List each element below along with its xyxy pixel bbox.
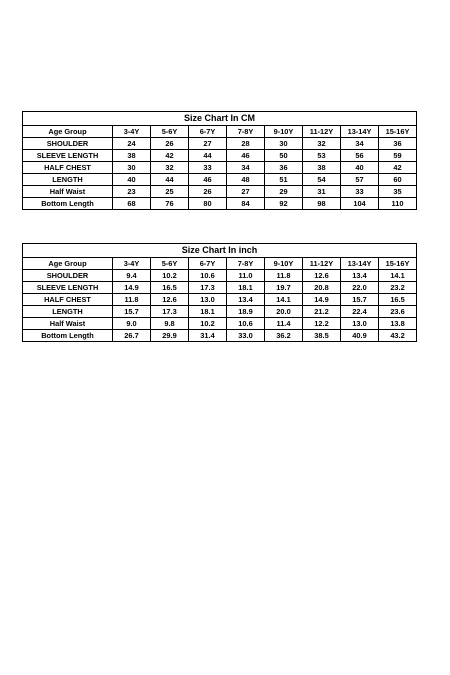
measurement-label: Bottom Length <box>23 330 113 342</box>
measurement-value: 98 <box>303 198 341 210</box>
measurement-value: 23.2 <box>379 282 417 294</box>
measurement-value: 27 <box>189 138 227 150</box>
size-chart-cm-body <box>23 112 417 210</box>
measurement-value: 20.8 <box>303 282 341 294</box>
measurement-value: 26 <box>189 186 227 198</box>
measurement-value: 40 <box>113 174 151 186</box>
measurement-label: LENGTH <box>23 174 113 186</box>
measurement-value: 68 <box>113 198 151 210</box>
measurement-value: 59 <box>379 150 417 162</box>
table-row <box>23 138 417 150</box>
measurement-value: 15.7 <box>113 306 151 318</box>
measurement-value: 21.2 <box>303 306 341 318</box>
age-column-header: 13-14Y <box>341 258 379 270</box>
age-column-header: 3-4Y <box>113 126 151 138</box>
table-row <box>23 150 417 162</box>
age-column-header: 9-10Y <box>265 258 303 270</box>
measurement-value: 42 <box>379 162 417 174</box>
measurement-label: SLEEVE LENGTH <box>23 282 113 294</box>
age-column-header: 6-7Y <box>189 258 227 270</box>
measurement-label: SHOULDER <box>23 270 113 282</box>
measurement-value: 9.8 <box>151 318 189 330</box>
measurement-value: 104 <box>341 198 379 210</box>
measurement-label: Half Waist <box>23 318 113 330</box>
measurement-value: 31 <box>303 186 341 198</box>
measurement-value: 36 <box>265 162 303 174</box>
measurement-value: 13.0 <box>189 294 227 306</box>
age-column-header: 15-16Y <box>379 126 417 138</box>
measurement-value: 34 <box>227 162 265 174</box>
measurement-label: SLEEVE LENGTH <box>23 150 113 162</box>
measurement-value: 11.8 <box>113 294 151 306</box>
measurement-value: 23.6 <box>379 306 417 318</box>
measurement-value: 80 <box>189 198 227 210</box>
measurement-value: 22.4 <box>341 306 379 318</box>
table-row <box>23 294 417 306</box>
measurement-value: 10.2 <box>151 270 189 282</box>
measurement-value: 30 <box>113 162 151 174</box>
measurement-value: 20.0 <box>265 306 303 318</box>
measurement-value: 14.9 <box>113 282 151 294</box>
age-column-header: 7-8Y <box>227 258 265 270</box>
table-row <box>23 330 417 342</box>
measurement-value: 17.3 <box>189 282 227 294</box>
age-column-header: 11-12Y <box>303 126 341 138</box>
measurement-value: 84 <box>227 198 265 210</box>
table-title-row <box>23 244 417 258</box>
age-column-header: 3-4Y <box>113 258 151 270</box>
measurement-value: 18.1 <box>227 282 265 294</box>
measurement-value: 13.4 <box>227 294 265 306</box>
measurement-value: 30 <box>265 138 303 150</box>
measurement-value: 10.2 <box>189 318 227 330</box>
measurement-label: Bottom Length <box>23 198 113 210</box>
measurement-value: 46 <box>189 174 227 186</box>
measurement-label: HALF CHEST <box>23 162 113 174</box>
measurement-value: 76 <box>151 198 189 210</box>
measurement-value: 12.6 <box>303 270 341 282</box>
measurement-value: 9.0 <box>113 318 151 330</box>
age-column-header: 9-10Y <box>265 126 303 138</box>
measurement-value: 11.4 <box>265 318 303 330</box>
table-row <box>23 186 417 198</box>
measurement-value: 32 <box>303 138 341 150</box>
measurement-value: 9.4 <box>113 270 151 282</box>
measurement-value: 34 <box>341 138 379 150</box>
measurement-value: 92 <box>265 198 303 210</box>
table-row <box>23 282 417 294</box>
measurement-value: 40.9 <box>341 330 379 342</box>
measurement-value: 27 <box>227 186 265 198</box>
measurement-value: 11.0 <box>227 270 265 282</box>
measurement-value: 18.1 <box>189 306 227 318</box>
measurement-value: 57 <box>341 174 379 186</box>
measurement-value: 16.5 <box>379 294 417 306</box>
measurement-value: 33 <box>341 186 379 198</box>
measurement-value: 44 <box>151 174 189 186</box>
age-column-header: 6-7Y <box>189 126 227 138</box>
measurement-value: 60 <box>379 174 417 186</box>
size-chart-inch-table <box>22 243 417 342</box>
table-row <box>23 306 417 318</box>
measurement-value: 33 <box>189 162 227 174</box>
measurement-value: 16.5 <box>151 282 189 294</box>
size-chart-inch-body <box>23 244 417 342</box>
table-row <box>23 270 417 282</box>
measurement-value: 51 <box>265 174 303 186</box>
measurement-value: 31.4 <box>189 330 227 342</box>
measurement-value: 14.1 <box>379 270 417 282</box>
measurement-value: 38 <box>113 150 151 162</box>
measurement-value: 12.2 <box>303 318 341 330</box>
measurement-value: 10.6 <box>189 270 227 282</box>
age-column-header: 15-16Y <box>379 258 417 270</box>
age-column-header: 13-14Y <box>341 126 379 138</box>
table-row <box>23 162 417 174</box>
table-row <box>23 318 417 330</box>
measurement-value: 25 <box>151 186 189 198</box>
measurement-value: 14.9 <box>303 294 341 306</box>
measurement-value: 38 <box>303 162 341 174</box>
measurement-value: 38.5 <box>303 330 341 342</box>
measurement-label: SHOULDER <box>23 138 113 150</box>
measurement-value: 26.7 <box>113 330 151 342</box>
age-group-header: Age Group <box>23 126 113 138</box>
age-column-header: 7-8Y <box>227 126 265 138</box>
measurement-value: 13.4 <box>341 270 379 282</box>
measurement-value: 28 <box>227 138 265 150</box>
table-row <box>23 198 417 210</box>
measurement-value: 48 <box>227 174 265 186</box>
measurement-value: 33.0 <box>227 330 265 342</box>
measurement-value: 14.1 <box>265 294 303 306</box>
measurement-label: Half Waist <box>23 186 113 198</box>
measurement-value: 54 <box>303 174 341 186</box>
measurement-value: 26 <box>151 138 189 150</box>
measurement-value: 56 <box>341 150 379 162</box>
measurement-value: 46 <box>227 150 265 162</box>
measurement-value: 43.2 <box>379 330 417 342</box>
measurement-value: 42 <box>151 150 189 162</box>
measurement-value: 13.0 <box>341 318 379 330</box>
measurement-value: 22.0 <box>341 282 379 294</box>
measurement-value: 11.8 <box>265 270 303 282</box>
table-title-row <box>23 112 417 126</box>
table-row <box>23 174 417 186</box>
measurement-value: 29.9 <box>151 330 189 342</box>
measurement-label: HALF CHEST <box>23 294 113 306</box>
age-column-header: 11-12Y <box>303 258 341 270</box>
table-header-row <box>23 126 417 138</box>
measurement-value: 36.2 <box>265 330 303 342</box>
measurement-value: 23 <box>113 186 151 198</box>
measurement-label: LENGTH <box>23 306 113 318</box>
measurement-value: 19.7 <box>265 282 303 294</box>
measurement-value: 13.8 <box>379 318 417 330</box>
measurement-value: 35 <box>379 186 417 198</box>
measurement-value: 32 <box>151 162 189 174</box>
measurement-value: 29 <box>265 186 303 198</box>
measurement-value: 44 <box>189 150 227 162</box>
measurement-value: 50 <box>265 150 303 162</box>
measurement-value: 12.6 <box>151 294 189 306</box>
measurement-value: 15.7 <box>341 294 379 306</box>
measurement-value: 40 <box>341 162 379 174</box>
table-header-row <box>23 258 417 270</box>
size-chart-cm-table <box>22 111 417 210</box>
measurement-value: 17.3 <box>151 306 189 318</box>
measurement-value: 110 <box>379 198 417 210</box>
age-column-header: 5-6Y <box>151 258 189 270</box>
table-title: Size Chart In inch <box>23 244 417 258</box>
table-title: Size Chart In CM <box>23 112 417 126</box>
age-group-header: Age Group <box>23 258 113 270</box>
age-column-header: 5-6Y <box>151 126 189 138</box>
measurement-value: 18.9 <box>227 306 265 318</box>
measurement-value: 36 <box>379 138 417 150</box>
measurement-value: 24 <box>113 138 151 150</box>
measurement-value: 53 <box>303 150 341 162</box>
measurement-value: 10.6 <box>227 318 265 330</box>
